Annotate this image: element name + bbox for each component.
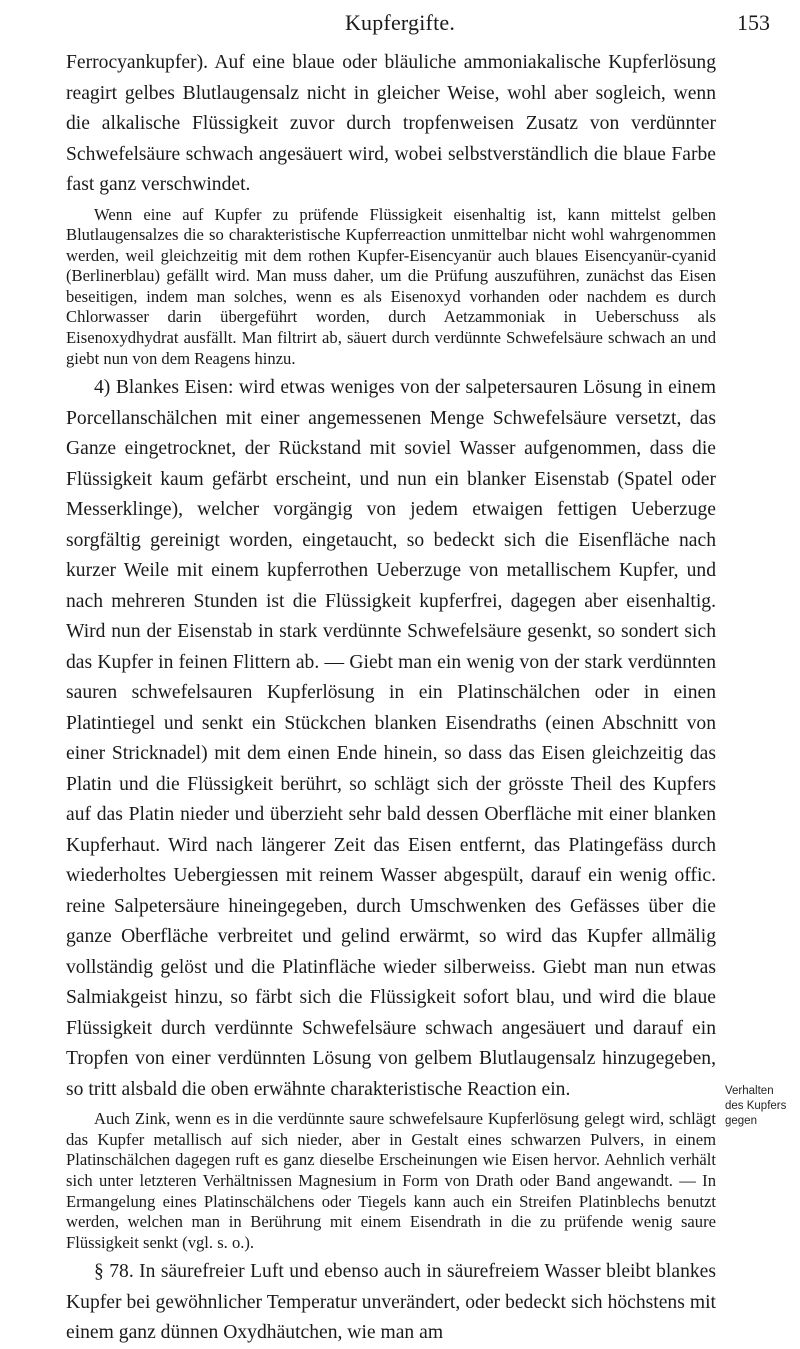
margin-note-line: gegen [725,1115,757,1127]
paragraph-section-78: § 78. In säurefreier Luft und ebenso auch in säurefreiem Wasser bleibt blankes Kupfer bei gewöhnlicher Temperatur unverändert, oder bedeckt sich höchstens mit einem ganz dünnen Oxydhäutchen, wie man am [66,1261,716,1344]
margin-note [725,1084,800,1129]
paragraph-blankes-eisen: 4) Blankes Eisen: wird etwas weniges von der salpetersauren Lösung in einem Porcellanschälchen mit einer angemessenen Menge Schwefelsäure versetzt, das Ganze eingetrocknet, der Rückstand mit soviel Wasser aufgenommen, dass die Flüssigkeit kaum gefärbt erscheint, und nun ein blanker Eisenstab (Spatel oder Messerklinge), welcher vorgängig von jedem etwaigen fettigen Ueberzuge sorgfältig gereinigt worden, eingetaucht, so bedeckt sich die Eisenfläche nach kurzer Weile mit einem kupferrothen Ueberzuge von metallischem Kupfer, und nach mehreren Stunden ist die Flüssigkeit kupferfrei, dagegen aber eisenhaltig. Wird nun der Eisenstab in stark verdünnte Schwefelsäure gesenkt, so sondert sich das Kupfer in feinen Flittern ab. — Giebt man ein wenig von der stark verdünnten sauren schwefelsauren Kupferlösung in ein Platinschälchen oder in einen Platintiegel und senkt ein Stückchen blanken Eisendraths (einen Abschnitt von einer Stricknadel) mit dem einen Ende hinein, so dass das Eisen gleichzeitig das Platin und die Flüssigkeit berührt, so schlägt sich der grösste Theil des Kupfers auf das Platin nieder und überzieht sehr bald dessen Oberfläche mit einer blanken Kupferhaut. Wird nach längerer Zeit das Eisen entfernt, das Platingefäss durch wiederholtes Uebergiessen mit reinem Wasser abgespült, darauf ein wenig offic. reine Salpetersäure hineingegeben, durch Umschwenken des Gefässes über die ganze Oberfläche verbreitet und gelind erwärmt, so wird das Kupfer allmälig vollständig gelöst und die Platinfläche wieder silberweiss. Giebt man nun etwas Salmiakgeist hinzu, so färbt sich die Flüssigkeit sofort blau, und wird die blaue Flüssigkeit durch verdünnte Schwefelsäure schwach angesäuert und darauf ein Tropfen von einer verdünnten Lösung von gelbem Blutlaugensalz hinzugegeben, so tritt alsbald die oben erwähnte charakteristische Reaction ein. [66,377,716,1100]
paragraph-note-zink: Auch Zink, wenn es in die verdünnte saure schwefelsaure Kupferlösung gelegt wird, schlägt das Kupfer metallisch auf sich nieder, aber in Gestalt eines schwarzen Pulvers, in einem Platinschälchen dagegen ruft es ganz dieselbe Erscheinungen wie Eisen hervor. Aehnlich verhält sich unter letzteren Verhältnissen Magnesium in Form von Drath oder Band angewandt. — In Ermangelung eines Platinschälchens oder Tiegels kann auch ein Streifen Platinblechs benutzt werden, welchen man in Berührung mit einem Eisendrath in die zu prüfende wenig saure Flüssigkeit senkt (vgl. s. o.). [66,1109,716,1252]
margin-note-line: Verhalten [725,1085,774,1097]
margin-note-line: des Kupfers [725,1100,787,1112]
body-text [66,48,716,1349]
paragraph-ferrocyankupfer: Ferrocyankupfer). Auf eine blaue oder bläuliche ammoniakalische Kupferlösung reagirt gelbes Blutlaugensalz nicht in gleicher Weise, wohl aber sogleich, wenn die alkalische Flüssigkeit zuvor durch tropfenweisen Zusatz von verdünnter Schwefelsäure schwach angesäuert wird, wobei selbstverständlich die blaue Farbe fast ganz verschwindet. [66,52,716,195]
paragraph-note-eisenhaltig: Wenn eine auf Kupfer zu prüfende Flüssigkeit eisenhaltig ist, kann mittelst gelben Blutlaugensalzes die so charakteristische Kupferreaction unmittelbar nicht wohl wahrgenommen werden, weil gleichzeitig mit dem rothen Kupfer-Eisencyanür auch blaues Eisencyanür-cyanid (Berlinerblau) gefällt wird. Man muss daher, um die Prüfung auszuführen, zunächst das Eisen beseitigen, indem man solches, wenn es als Eisenoxyd vorhanden oder nachdem es durch Chlorwasser darin übergeführt worden, durch Aetzammoniak in Ueberschuss als Eisenoxydhydrat ausfällt. Man filtrirt ab, säuert durch verdünnte Schwefelsäure schwach an und giebt nun von dem Reagens hinzu. [66,204,716,368]
page-header [0,6,800,40]
running-title: Kupfergifte. [344,10,456,35]
page-number: 153 [737,10,770,35]
